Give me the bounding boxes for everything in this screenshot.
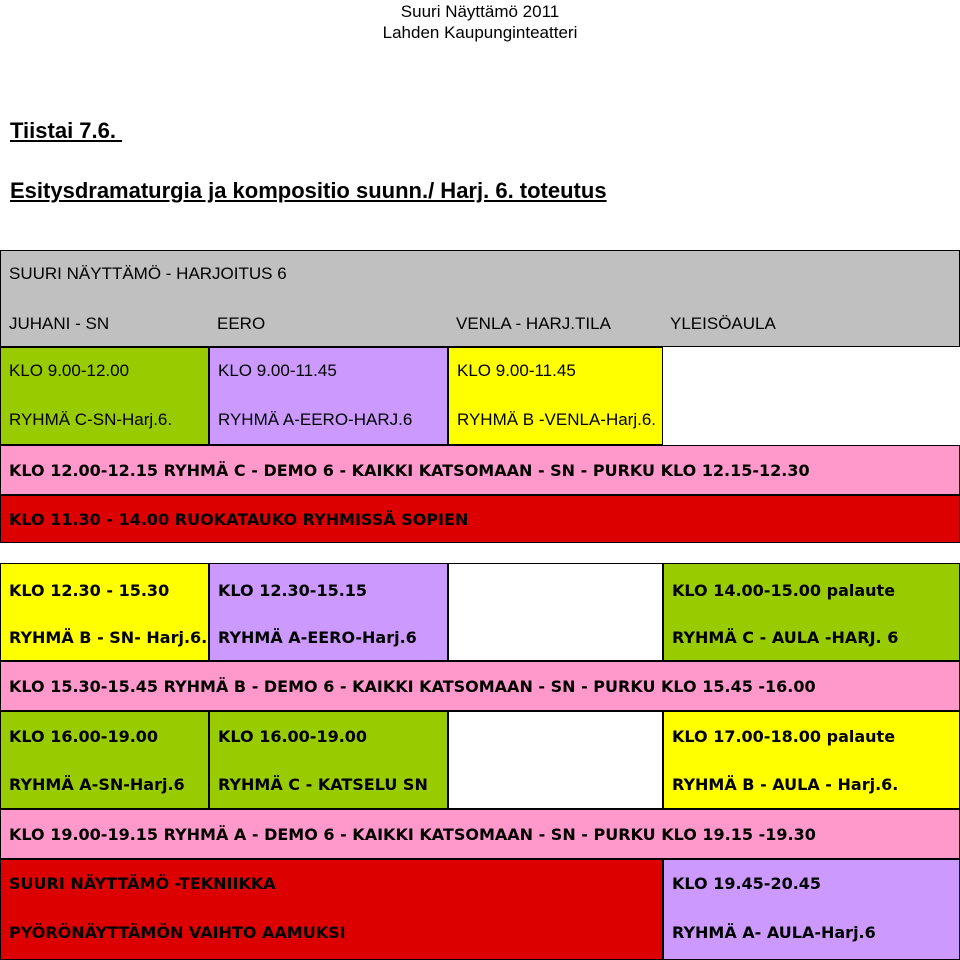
demo2-text: KLO 15.30-15.45 RYHMÄ B - DEMO 6 - KAIKKI KATSOMAAN - SN - PURKU KLO 15.45 -16.00 (9, 677, 816, 696)
block3-c4-time: KLO 17.00-18.00 palaute (672, 727, 896, 746)
block1-c3-time: KLO 9.00-11.45 (457, 361, 576, 380)
block3-c2-time: KLO 16.00-19.00 (218, 727, 368, 746)
block2-cell-eero (209, 563, 448, 661)
column-juhani: JUHANI - SN (9, 314, 110, 333)
tech-cell (0, 859, 663, 960)
block2-c4-group: RYHMÄ C - AULA -HARJ. 6 (672, 628, 899, 647)
block4-c4-group: RYHMÄ A- AULA-Harj.6 (672, 923, 876, 942)
demo1-text: KLO 12.00-12.15 RYHMÄ C - DEMO 6 - KAIKKI KATSOMAAN - SN - PURKU KLO 12.15-12.30 (9, 461, 810, 480)
stage-title: SUURI NÄYTTÄMÖ - HARJOITUS 6 (9, 264, 287, 283)
theatre-name: Lahden Kaupunginteatteri (382, 23, 578, 42)
block3-c2-group: RYHMÄ C - KATSELU SN (218, 775, 428, 794)
block1-cell-juhani (0, 347, 209, 445)
demo1-row (0, 445, 960, 495)
tech-line2: PYÖRÖNÄYTTÄMÖN VAIHTO AAMUKSI (9, 923, 346, 942)
subject-heading: Esitysdramaturgia ja kompositio suunn./ Harj. 6. toteutus (10, 178, 607, 203)
block2-cell-juhani (0, 563, 209, 661)
block2-cell-aula (663, 563, 960, 661)
block1-cell-venla (448, 347, 663, 445)
demo3-row (0, 809, 960, 859)
block1-c2-time: KLO 9.00-11.45 (218, 361, 337, 380)
block3-cell-eero (209, 711, 448, 809)
demo3-text: KLO 19.00-19.15 RYHMÄ A - DEMO 6 - KAIKKI KATSOMAAN - SN - PURKU KLO 19.15 -19.30 (9, 825, 816, 844)
block3-cell-venla (448, 711, 663, 809)
block3-cell-juhani (0, 711, 209, 809)
block1-c1-group: RYHMÄ C-SN-Harj.6. (9, 410, 173, 429)
block2-c2-time: KLO 12.30-15.15 (218, 581, 368, 600)
block4-c4-time: KLO 19.45-20.45 (672, 874, 822, 893)
block1-cell-eero (209, 347, 448, 445)
block3-c1-time: KLO 16.00-19.00 (9, 727, 159, 746)
block1-c3-group: RYHMÄ B -VENLA-Harj.6. (457, 410, 657, 429)
column-venla: VENLA - HARJ.TILA (456, 314, 611, 333)
column-yleisoaula: YLEISÖAULA (670, 314, 776, 333)
block3-c4-group: RYHMÄ B - AULA - Harj.6. (672, 775, 899, 794)
lunch-text: KLO 11.30 - 14.00 RUOKATAUKO RYHMISSÄ SOPIEN (9, 510, 469, 529)
block2-c1-time: KLO 12.30 - 15.30 (9, 581, 170, 600)
demo2-row (0, 661, 960, 711)
block2-c2-group: RYHMÄ A-EERO-Harj.6 (218, 628, 417, 647)
block3-c1-group: RYHMÄ A-SN-Harj.6 (9, 775, 185, 794)
block2-cell-venla (448, 563, 663, 661)
lunch-row (0, 495, 960, 543)
day-heading: Tiistai 7.6. (10, 118, 123, 143)
block4-cell-aula (663, 859, 960, 960)
stage-header-block (0, 250, 960, 347)
block2-c4-time: KLO 14.00-15.00 palaute (672, 581, 896, 600)
block1-c2-group: RYHMÄ A-EERO-HARJ.6 (218, 410, 413, 429)
tech-line1: SUURI NÄYTTÄMÖ -TEKNIIKKA (9, 874, 276, 893)
theatre-title: Suuri Näyttämö 2011 (400, 2, 560, 21)
block1-c1-time: KLO 9.00-12.00 (9, 361, 130, 380)
block2-c1-group: RYHMÄ B - SN- Harj.6. (9, 628, 208, 647)
block3-cell-aula (663, 711, 960, 809)
column-eero: EERO (217, 314, 266, 333)
